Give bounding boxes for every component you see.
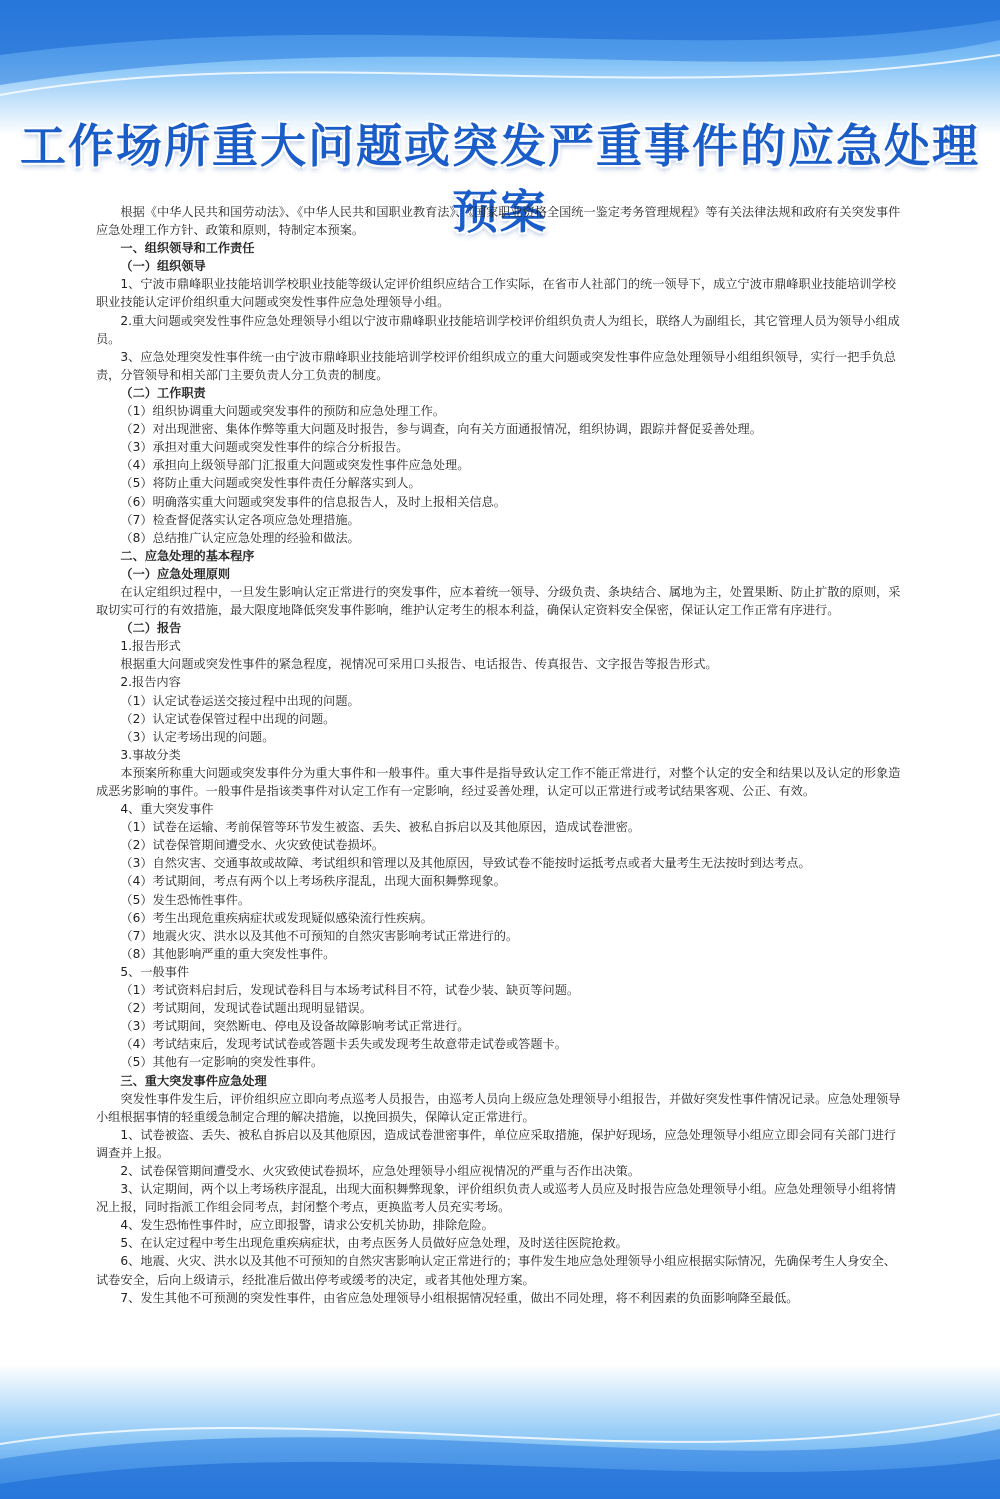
- paragraph: （5）其他有一定影响的突发性事件。: [120, 1055, 324, 1070]
- paragraph: 4、重大突发事件: [120, 802, 214, 817]
- paragraph: （6）考生出现危重疾病症状或发现疑似感染流行性疾病。: [120, 910, 433, 925]
- section-heading: 一、组织领导和工作责任: [120, 241, 255, 256]
- paragraph: 在认定组织过程中，一旦发生影响认定正常进行的突发事件，应本着统一领导、分级负责、条块结合、属地为主，处置果断、防止扩散的原则，采取切实可行的有效措施，最大限度地降低突发事件影响，维护认定考生的根本利益，确保认定资料安全保密，保证认定工作正常有序进行。: [96, 584, 901, 618]
- paragraph: （2）试卷保管期间遭受水、火灾致使试卷损坏。: [120, 838, 385, 853]
- paragraph: （8）总结推广认定应急处理的经验和做法。: [120, 530, 360, 545]
- paragraph: （7）检查督促落实认定各项应急处理措施。: [120, 512, 360, 527]
- paragraph: （7）地震火灾、洪水以及其他不可预知的自然灾害影响考试正常进行的。: [120, 928, 519, 943]
- paragraph: （3）考试期间，突然断电、停电及设备故障影响考试正常进行。: [120, 1019, 470, 1034]
- section-heading: （二）工作职责: [120, 385, 206, 400]
- paragraph: （1）认定试卷运送交接过程中出现的问题。: [120, 693, 360, 708]
- paragraph: 2、试卷保管期间遭受水、火灾致使试卷损坏，应急处理领导小组应视情况的严重与否作出决策。: [120, 1163, 641, 1178]
- paragraph: （3）自然灾害、交通事故或故障、考试组织和管理以及其他原因，导致试卷不能按时运抵考点或者大量考生无法按时到达考点。: [120, 856, 811, 871]
- paragraph: 1、试卷被盗、丢失、被私自拆启以及其他原因，造成试卷泄密事件，单位应采取措施，保护好现场，应急处理领导小组应立即会同有关部门进行调查并上报。: [96, 1127, 896, 1160]
- paragraph: 1.报告形式: [120, 639, 181, 654]
- section-heading: （一）应急处理原则: [120, 566, 231, 581]
- paragraph: （8）其他影响严重的重大突发性事件。: [120, 946, 336, 961]
- paragraph: 6、地震、火灾、洪水以及其他不可预知的自然灾害影响认定正常进行的；事件发生地应急处理领导小组应根据实际情况，先确保考生人身安全、试卷安全，后向上级请示，经批准后做出停考或缓考的决定，或者其他处理方案。: [96, 1254, 896, 1287]
- paragraph: （6）明确落实重大问题或突发事件的信息报告人，及时上报相关信息。: [120, 494, 506, 509]
- paragraph: 4、发生恐怖性事件时，应立即报警，请求公安机关协助，排除危险。: [120, 1218, 494, 1233]
- paragraph: （1）组织协调重大问题或突发事件的预防和应急处理工作。: [120, 404, 446, 419]
- paragraph: 2.重大问题或突发性事件应急处理领导小组以宁波市鼎峰职业技能培训学校评价组织负责人为组长，联络人为副组长，其它管理人员为领导小组成员。: [96, 313, 900, 346]
- paragraph: （1）试卷在运输、考前保管等环节发生被盗、丢失、被私自拆启以及其他原因，造成试卷泄密。: [120, 820, 641, 835]
- paragraph: 5、在认定过程中考生出现危重疾病症状，由考点医务人员做好应急处理，及时送往医院抢救。: [120, 1236, 628, 1251]
- paragraph: 3.事故分类: [120, 747, 181, 762]
- section-heading: （一）组织领导: [120, 259, 206, 274]
- paragraph: 突发性事件发生后，评价组织应立即向考点巡考人员报告，由巡考人员向上级应急处理领导小组报告，并做好突发性事件情况记录。应急处理领导小组根据事情的轻重缓急制定合理的解决措施，以挽回损失，保障认定正常进行。: [96, 1091, 901, 1124]
- paragraph: （4）承担向上级领导部门汇报重大问题或突发性事件应急处理。: [120, 458, 470, 473]
- paragraph: （1）考试资料启封后，发现试卷科目与本场考试科目不符，试卷少装、缺页等问题。: [120, 983, 580, 998]
- paragraph: （5）将防止重大问题或突发性事件责任分解落实到人。: [120, 476, 421, 491]
- paragraph: 2.报告内容: [120, 675, 181, 690]
- paragraph: 根据《中华人民共和国劳动法》、《中华人民共和国职业教育法》、《国家职业资格全国统一鉴定考务管理规程》等有关法律法规和政府有关突发事件应急处理工作方针、政策和原则，特制定本预案。: [96, 205, 901, 238]
- paragraph: 7、发生其他不可预测的突发性事件，由省应急处理领导小组根据情况轻重，做出不同处理，将不利因素的负面影响降至最低。: [120, 1290, 799, 1305]
- paragraph: （2）考试期间，发现试卷试题出现明显错误。: [120, 1001, 372, 1016]
- paragraph: （2）对出现泄密、集体作弊等重大问题及时报告，参与调查，向有关方面通报情况，组织协调，跟踪并督促妥善处理。: [120, 422, 762, 437]
- paragraph: 3、应急处理突发性事件统一由宁波市鼎峰职业技能培训学校评价组织成立的重大问题或突发性事件应急处理领导小组组织领导，实行一把手负总责，分管领导和相关部门主要负责人分工负责的制度。: [96, 349, 896, 382]
- paragraph: 5、一般事件: [120, 964, 190, 979]
- paragraph: （3）认定考场出现的问题。: [120, 729, 275, 744]
- paragraph: （2）认定试卷保管过程中出现的问题。: [120, 711, 336, 726]
- section-heading: （二）报告: [120, 621, 182, 636]
- paragraph: 3、认定期间，两个以上考场秩序混乱，出现大面积舞弊现象，评价组织负责人或巡考人员应及时报告应急处理领导小组。应急处理领导小组将情况上报，同时指派工作组会同考点，封闭整个考点，更换监考人员充实考场。: [96, 1182, 896, 1215]
- paragraph: 根据重大问题或突发性事件的紧急程度，视情况可采用口头报告、电话报告、传真报告、文字报告等报告形式。: [120, 657, 718, 672]
- section-heading: 三、重大突发事件应急处理: [120, 1073, 267, 1088]
- top-wave-decoration: [0, 0, 1000, 120]
- paragraph: （4）考试期间，考点有两个以上考场秩序混乱，出现大面积舞弊现象。: [120, 874, 506, 889]
- paragraph: 本预案所称重大问题或突发事件分为重大事件和一般事件。重大事件是指导致认定工作不能正常进行，对整个认定的安全和结果以及认定的形象造成恶劣影响的事件。一般事件是指该类事件对认定工作有一定影响，经过妥善处理，认定可以正常进行或考试结果客观、公正、有效。: [96, 765, 901, 798]
- document-body: [96, 203, 908, 1307]
- paragraph: （4）考试结束后，发现考试试卷或答题卡丢失或发现考生故意带走试卷或答题卡。: [120, 1037, 567, 1052]
- paragraph: （3）承担对重大问题或突发性事件的综合分析报告。: [120, 440, 409, 455]
- page-title: 工作场所重大问题或突发严重事件的应急处理预案: [20, 119, 980, 239]
- paragraph: 1、宁波市鼎峰职业技能培训学校职业技能等级认定评价组织应结合工作实际，在省市人社部门的统一领导下，成立宁波市鼎峰职业技能培训学校职业技能认定评价组织重大问题或突发性事件应急处理领导小组。: [96, 277, 896, 310]
- bottom-wave-decoration: [0, 1389, 1000, 1499]
- section-heading: 二、应急处理的基本程序: [120, 548, 255, 563]
- paragraph: （5）发生恐怖性事件。: [120, 892, 251, 907]
